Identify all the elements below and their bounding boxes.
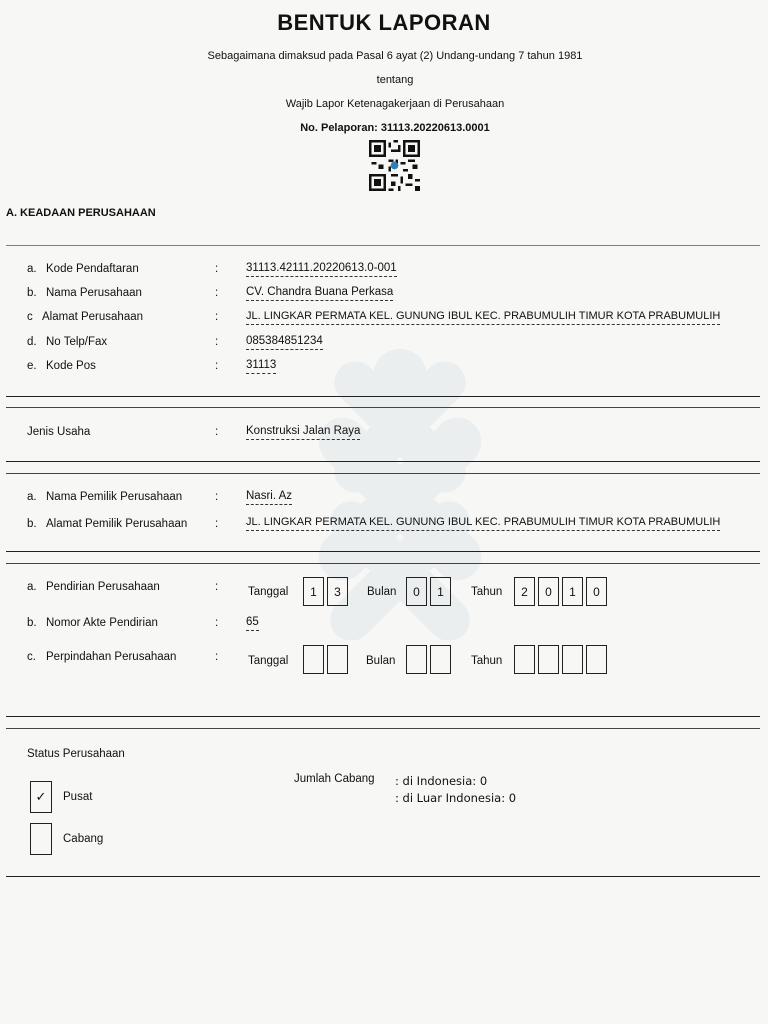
value-nama-pemilik: Nasri. Az bbox=[246, 489, 292, 505]
row-letter: c bbox=[27, 311, 33, 323]
value-alamat-perusahaan: JL. LINGKAR PERMATA KEL. GUNUNG IBUL KEC. PRABUMULIH TIMUR KOTA PRABUMULIH bbox=[246, 309, 720, 325]
divider bbox=[6, 551, 760, 552]
branch-count-abroad: : di Luar Indonesia: 0 bbox=[395, 791, 517, 805]
relocation-year-box bbox=[562, 645, 583, 674]
legal-reference: Sebagaimana dimaksud pada Pasal 6 ayat (2) Undang-undang 7 tahun 1981 bbox=[207, 50, 583, 62]
row-letter: a. bbox=[27, 491, 37, 503]
relocation-year-box bbox=[538, 645, 559, 674]
value-nomor-akte: 65 bbox=[246, 615, 259, 631]
colon: : bbox=[215, 360, 219, 372]
colon: : bbox=[215, 491, 219, 503]
relocation-month-box bbox=[430, 645, 451, 674]
legal-reference-subject: Wajib Lapor Ketenagakerjaan di Perusahaan bbox=[285, 98, 505, 110]
value-no-telp: 085384851234 bbox=[246, 334, 323, 350]
relocation-month-box bbox=[406, 645, 427, 674]
colon: : bbox=[215, 336, 219, 348]
divider bbox=[6, 461, 760, 462]
label-status-perusahaan: Status Perusahaan bbox=[27, 748, 125, 760]
check-mark-icon: ✓ bbox=[35, 789, 47, 804]
relocation-day-box bbox=[303, 645, 324, 674]
founding-year-digit: 0 bbox=[538, 577, 559, 606]
colon: : bbox=[215, 263, 219, 275]
founding-year-digit: 0 bbox=[586, 577, 607, 606]
label-nama-pemilik: Nama Pemilik Perusahaan bbox=[46, 491, 183, 503]
founding-day-digit: 1 bbox=[303, 577, 324, 606]
label-tanggal: Tanggal bbox=[248, 586, 289, 598]
divider bbox=[6, 563, 760, 564]
divider bbox=[6, 245, 760, 246]
colon: : bbox=[215, 617, 219, 629]
value-kode-pendaftaran: 31113.42111.20220613.0-001 bbox=[246, 261, 397, 277]
row-letter: b. bbox=[27, 518, 37, 530]
divider bbox=[6, 407, 760, 408]
label-jumlah-cabang: Jumlah Cabang bbox=[294, 773, 375, 785]
label-tahun: Tahun bbox=[471, 586, 503, 598]
label-bulan: Bulan bbox=[366, 655, 396, 667]
relocation-year-box bbox=[586, 645, 607, 674]
value-jenis-usaha: Konstruksi Jalan Raya bbox=[246, 424, 360, 440]
label-alamat-pemilik: Alamat Pemilik Perusahaan bbox=[46, 518, 188, 530]
label-kode-pos: Kode Pos bbox=[46, 360, 96, 372]
label-cabang: Cabang bbox=[63, 833, 104, 845]
legal-reference-connector: tentang bbox=[376, 74, 414, 86]
label-bulan: Bulan bbox=[367, 586, 397, 598]
branch-count-domestic: : di Indonesia: 0 bbox=[395, 774, 488, 788]
label-nomor-akte: Nomor Akte Pendirian bbox=[46, 617, 158, 629]
founding-year-digit: 2 bbox=[514, 577, 535, 606]
label-kode-pendaftaran: Kode Pendaftaran bbox=[46, 263, 139, 275]
row-letter: e. bbox=[27, 360, 37, 372]
colon: : bbox=[215, 581, 219, 593]
checkbox-cabang[interactable] bbox=[30, 823, 52, 855]
label-nama-perusahaan: Nama Perusahaan bbox=[46, 287, 142, 299]
value-kode-pos: 31113 bbox=[246, 358, 276, 374]
label-alamat-perusahaan: Alamat Perusahaan bbox=[42, 311, 144, 323]
row-letter: d. bbox=[27, 336, 37, 348]
page-title: BENTUK LAPORAN bbox=[277, 10, 491, 35]
divider bbox=[6, 716, 760, 717]
colon: : bbox=[215, 426, 219, 438]
founding-day-digit: 3 bbox=[327, 577, 348, 606]
relocation-day-box bbox=[327, 645, 348, 674]
label-jenis-usaha: Jenis Usaha bbox=[27, 426, 91, 438]
label-perpindahan-perusahaan: Perpindahan Perusahaan bbox=[46, 651, 177, 663]
row-letter: c. bbox=[27, 651, 36, 663]
founding-month-digit: 0 bbox=[406, 577, 427, 606]
divider bbox=[6, 473, 760, 474]
section-heading-keadaan-perusahaan: A. KEADAAN PERUSAHAAN bbox=[6, 207, 156, 219]
divider bbox=[6, 876, 760, 877]
divider bbox=[6, 396, 760, 397]
row-letter: b. bbox=[27, 617, 37, 629]
colon: : bbox=[215, 311, 219, 323]
value-nama-perusahaan: CV. Chandra Buana Perkasa bbox=[246, 285, 393, 301]
colon: : bbox=[215, 518, 219, 530]
relocation-year-box bbox=[514, 645, 535, 674]
watermark-logo bbox=[250, 340, 550, 640]
colon: : bbox=[215, 287, 219, 299]
value-alamat-pemilik: JL. LINGKAR PERMATA KEL. GUNUNG IBUL KEC. PRABUMULIH TIMUR KOTA PRABUMULIH bbox=[246, 515, 720, 531]
label-no-telp: No Telp/Fax bbox=[46, 336, 108, 348]
row-letter: a. bbox=[27, 263, 37, 275]
divider bbox=[6, 728, 760, 729]
report-number: No. Pelaporan: 31113.20220613.0001 bbox=[300, 122, 490, 134]
row-letter: b. bbox=[27, 287, 37, 299]
founding-month-digit: 1 bbox=[430, 577, 451, 606]
label-pusat: Pusat bbox=[63, 791, 93, 803]
label-tahun: Tahun bbox=[471, 655, 503, 667]
label-pendirian-perusahaan: Pendirian Perusahaan bbox=[46, 581, 160, 593]
checkbox-pusat[interactable] bbox=[30, 781, 52, 813]
colon: : bbox=[215, 651, 219, 663]
qr-code bbox=[369, 140, 420, 191]
row-letter: a. bbox=[27, 581, 37, 593]
label-tanggal: Tanggal bbox=[248, 655, 289, 667]
founding-year-digit: 1 bbox=[562, 577, 583, 606]
